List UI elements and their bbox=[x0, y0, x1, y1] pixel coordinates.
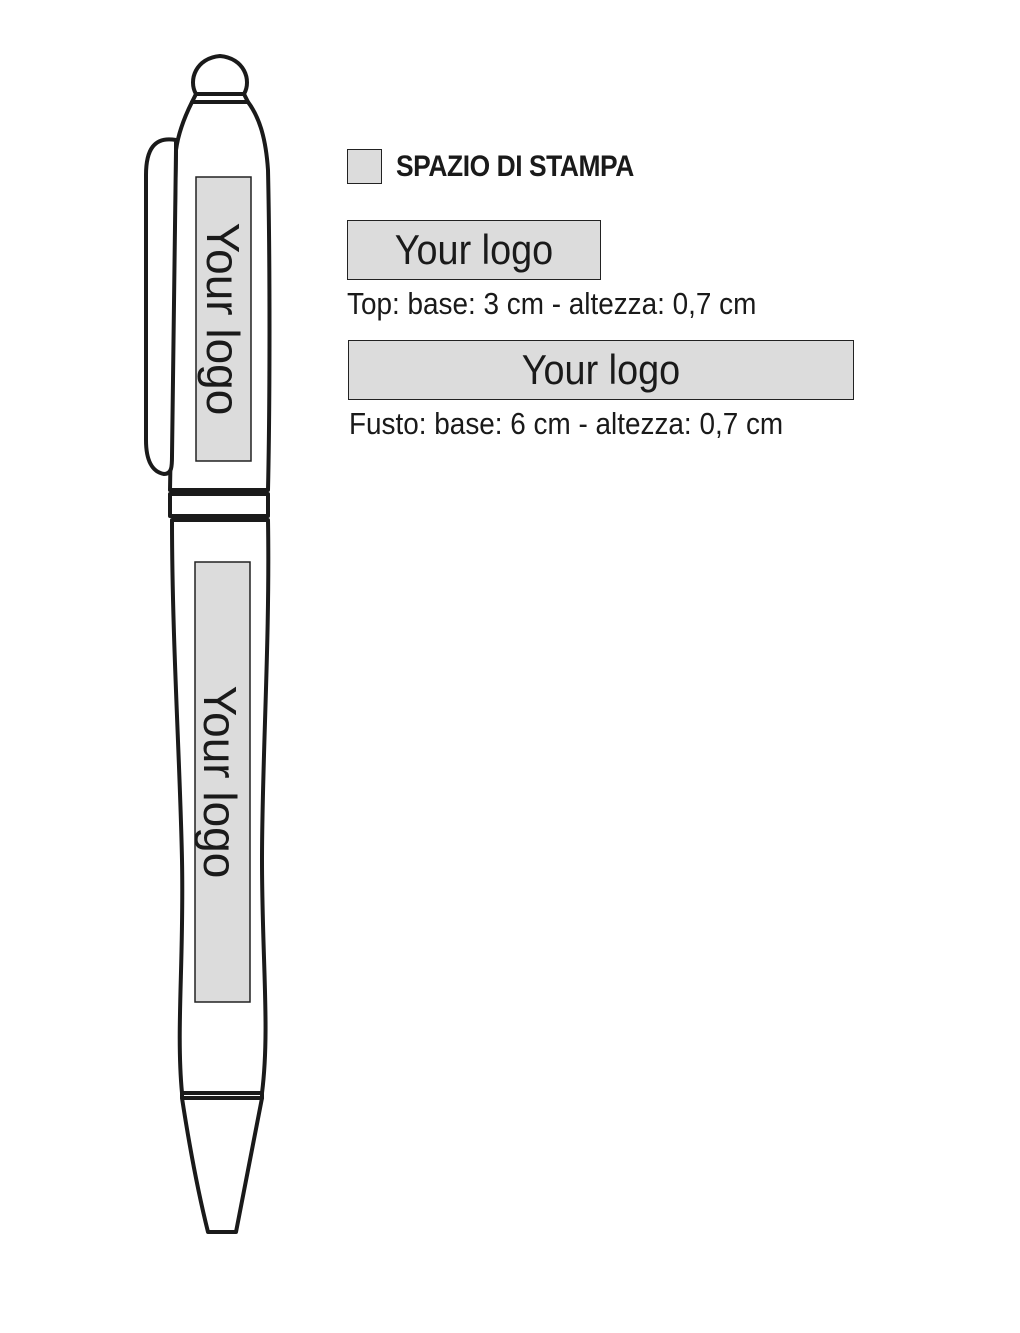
shaft-caption: Fusto: base: 6 cm - altezza: 0,7 cm bbox=[349, 406, 784, 441]
pen-middle-ring bbox=[170, 494, 268, 516]
top-logo-text: Your logo bbox=[394, 226, 554, 273]
shaft-logo-box bbox=[348, 340, 854, 400]
pen-top-logo-text: Your logo bbox=[197, 222, 249, 416]
pen-tip bbox=[182, 1098, 262, 1232]
pen-top-print-area bbox=[196, 177, 251, 461]
print-area-legend bbox=[347, 149, 666, 184]
legend-swatch bbox=[347, 149, 382, 184]
legend-label: SPAZIO DI STAMPA bbox=[396, 149, 634, 183]
top-logo-box bbox=[347, 220, 601, 280]
pen-button bbox=[193, 56, 247, 94]
pen-shaft-logo-text: Your logo bbox=[194, 685, 246, 879]
pen-clip bbox=[146, 139, 176, 474]
shaft-logo-text: Your logo bbox=[521, 346, 681, 393]
pen-shaft-print-area bbox=[194, 562, 250, 1002]
top-caption: Top: base: 3 cm - altezza: 0,7 cm bbox=[347, 286, 757, 321]
